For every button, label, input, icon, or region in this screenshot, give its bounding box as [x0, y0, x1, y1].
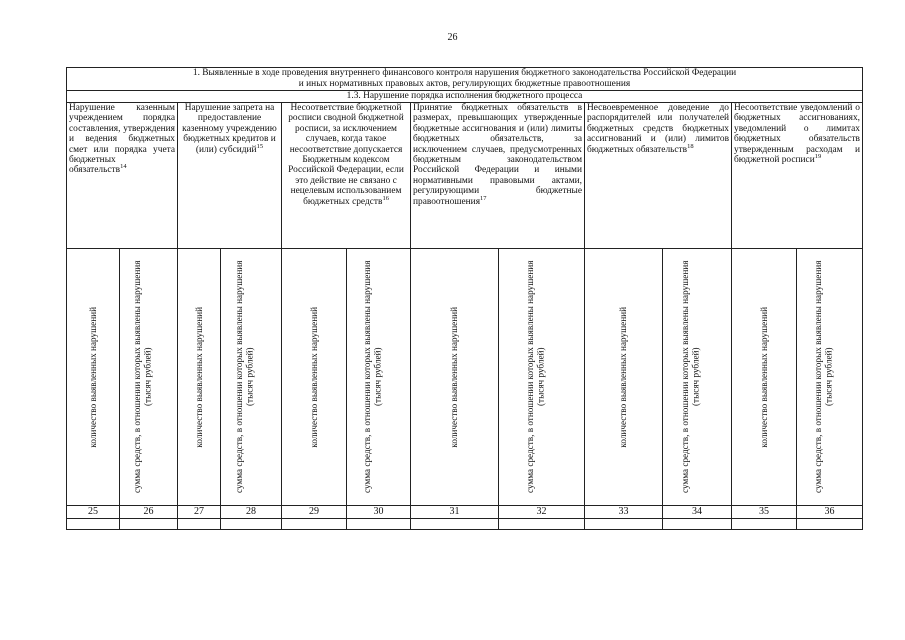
data-cell[interactable]: [797, 519, 863, 530]
column-number: 29: [282, 506, 347, 519]
subsection-title: 1.3. Нарушение порядка исполнения бюджетного процесса: [67, 91, 863, 103]
section-title-line1: 1. Выявленные в ходе проведения внутреннего финансового контроля нарушения бюджетного законодательства Российской Федерации: [192, 68, 737, 78]
column-header: [585, 249, 663, 506]
sum-label: сумма средств, в отношении которых выявлены нарушения (тысяч рублей): [680, 260, 701, 494]
column-header: [663, 249, 732, 506]
group-header: Нарушение казенным учреждением порядка составления, утверждения и ведения бюджетных смет или порядка учета бюджетных обязательств$^{14}$: [67, 103, 178, 249]
count-label: количество выявленных нарушений: [308, 306, 319, 448]
sum-label: сумма средств, в отношении которых выявлены нарушения (тысяч рублей): [361, 260, 382, 494]
count-label: количество выявленных нарушений: [449, 306, 460, 448]
data-cell[interactable]: [499, 519, 585, 530]
page-number: 26: [447, 32, 458, 43]
column-number: 28: [221, 506, 282, 519]
column-header: [732, 249, 797, 506]
group-header: Нарушение запрета на предоставление казенному учреждению бюджетных кредитов и (или) субсидий$^{15}$: [178, 103, 282, 249]
footnote-ref: 19: [814, 152, 822, 160]
group-header: Несоответствие бюджетной росписи сводной бюджетной росписи, за исключением случаев, когда такое несоответствие допускается Бюджетным кодексом Российской Федерации, если это действие не связано с нецелевым использованием бюджетных средств$^{16}$: [282, 103, 411, 249]
section-title: [67, 68, 863, 91]
data-cell[interactable]: [663, 519, 732, 530]
column-number: 31: [411, 506, 499, 519]
column-number: 25: [67, 506, 120, 519]
column-header: [120, 249, 178, 506]
sum-label: сумма средств, в отношении которых выявлены нарушения (тысяч рублей): [524, 260, 545, 494]
column-number: 30: [347, 506, 411, 519]
sum-label: сумма средств, в отношении которых выявлены нарушения (тысяч рублей): [812, 260, 833, 494]
column-header: [411, 249, 499, 506]
footnote-ref: 14: [120, 163, 127, 171]
sum-label: сумма средств, в отношении которых выявлены нарушения (тысяч рублей): [131, 260, 152, 494]
column-number: 32: [499, 506, 585, 519]
footnote-ref: 15: [256, 142, 264, 150]
column-header: [221, 249, 282, 506]
column-number: 35: [732, 506, 797, 519]
column-header: [282, 249, 347, 506]
footnote-ref: 16: [382, 194, 389, 202]
column-number: 34: [663, 506, 732, 519]
column-header: [67, 249, 120, 506]
count-label: количество выявленных нарушений: [758, 306, 769, 448]
count-label: количество выявленных нарушений: [618, 306, 629, 448]
data-cell[interactable]: [178, 519, 221, 530]
data-cell[interactable]: [585, 519, 663, 530]
count-label: количество выявленных нарушений: [193, 306, 204, 448]
data-cell[interactable]: [411, 519, 499, 530]
section-title-line2: и иных нормативных правовых актов, регулирующих бюджетные правоотношения: [298, 79, 631, 89]
count-label: количество выявленных нарушений: [87, 306, 98, 448]
data-cell[interactable]: [347, 519, 411, 530]
data-cell[interactable]: [732, 519, 797, 530]
column-number: 36: [797, 506, 863, 519]
column-number: 27: [178, 506, 221, 519]
column-header: [499, 249, 585, 506]
column-number: 26: [120, 506, 178, 519]
column-header: [347, 249, 411, 506]
footnote-ref: 18: [687, 142, 694, 150]
column-number: 33: [585, 506, 663, 519]
group-header: Несоответствие уведомлений о бюджетных ассигнованиях, уведомлений о лимитах бюджетных обязательств утвержденным расходам и бюджетной росписи$^{19}$: [732, 103, 863, 249]
data-cell[interactable]: [221, 519, 282, 530]
group-header: Несвоевременное доведение до распорядителей или получателей бюджетных средств бюджетных ассигнований и (или) лимитов бюджетных обязательств$^{18}$: [585, 103, 732, 249]
group-header: Принятие бюджетных обязательств в размерах, превышающих утвержденные бюджетные ассигнования и (или) лимиты бюджетных обязательств, за исключением случаев, предусмотренных бюджетным законодательством Российской Федерации и иными нормативными правовыми актами, регулирующими бюджетные правоотношения$^{17}$: [411, 103, 585, 249]
sum-label: сумма средств, в отношении которых выявлены нарушения (тысяч рублей): [234, 260, 255, 494]
footnote-ref: 17: [480, 194, 487, 202]
column-header: [178, 249, 221, 506]
violations-table: [66, 67, 863, 530]
data-cell[interactable]: [120, 519, 178, 530]
table-row: [67, 519, 863, 530]
data-cell[interactable]: [282, 519, 347, 530]
data-cell[interactable]: [67, 519, 120, 530]
column-header: [797, 249, 863, 506]
